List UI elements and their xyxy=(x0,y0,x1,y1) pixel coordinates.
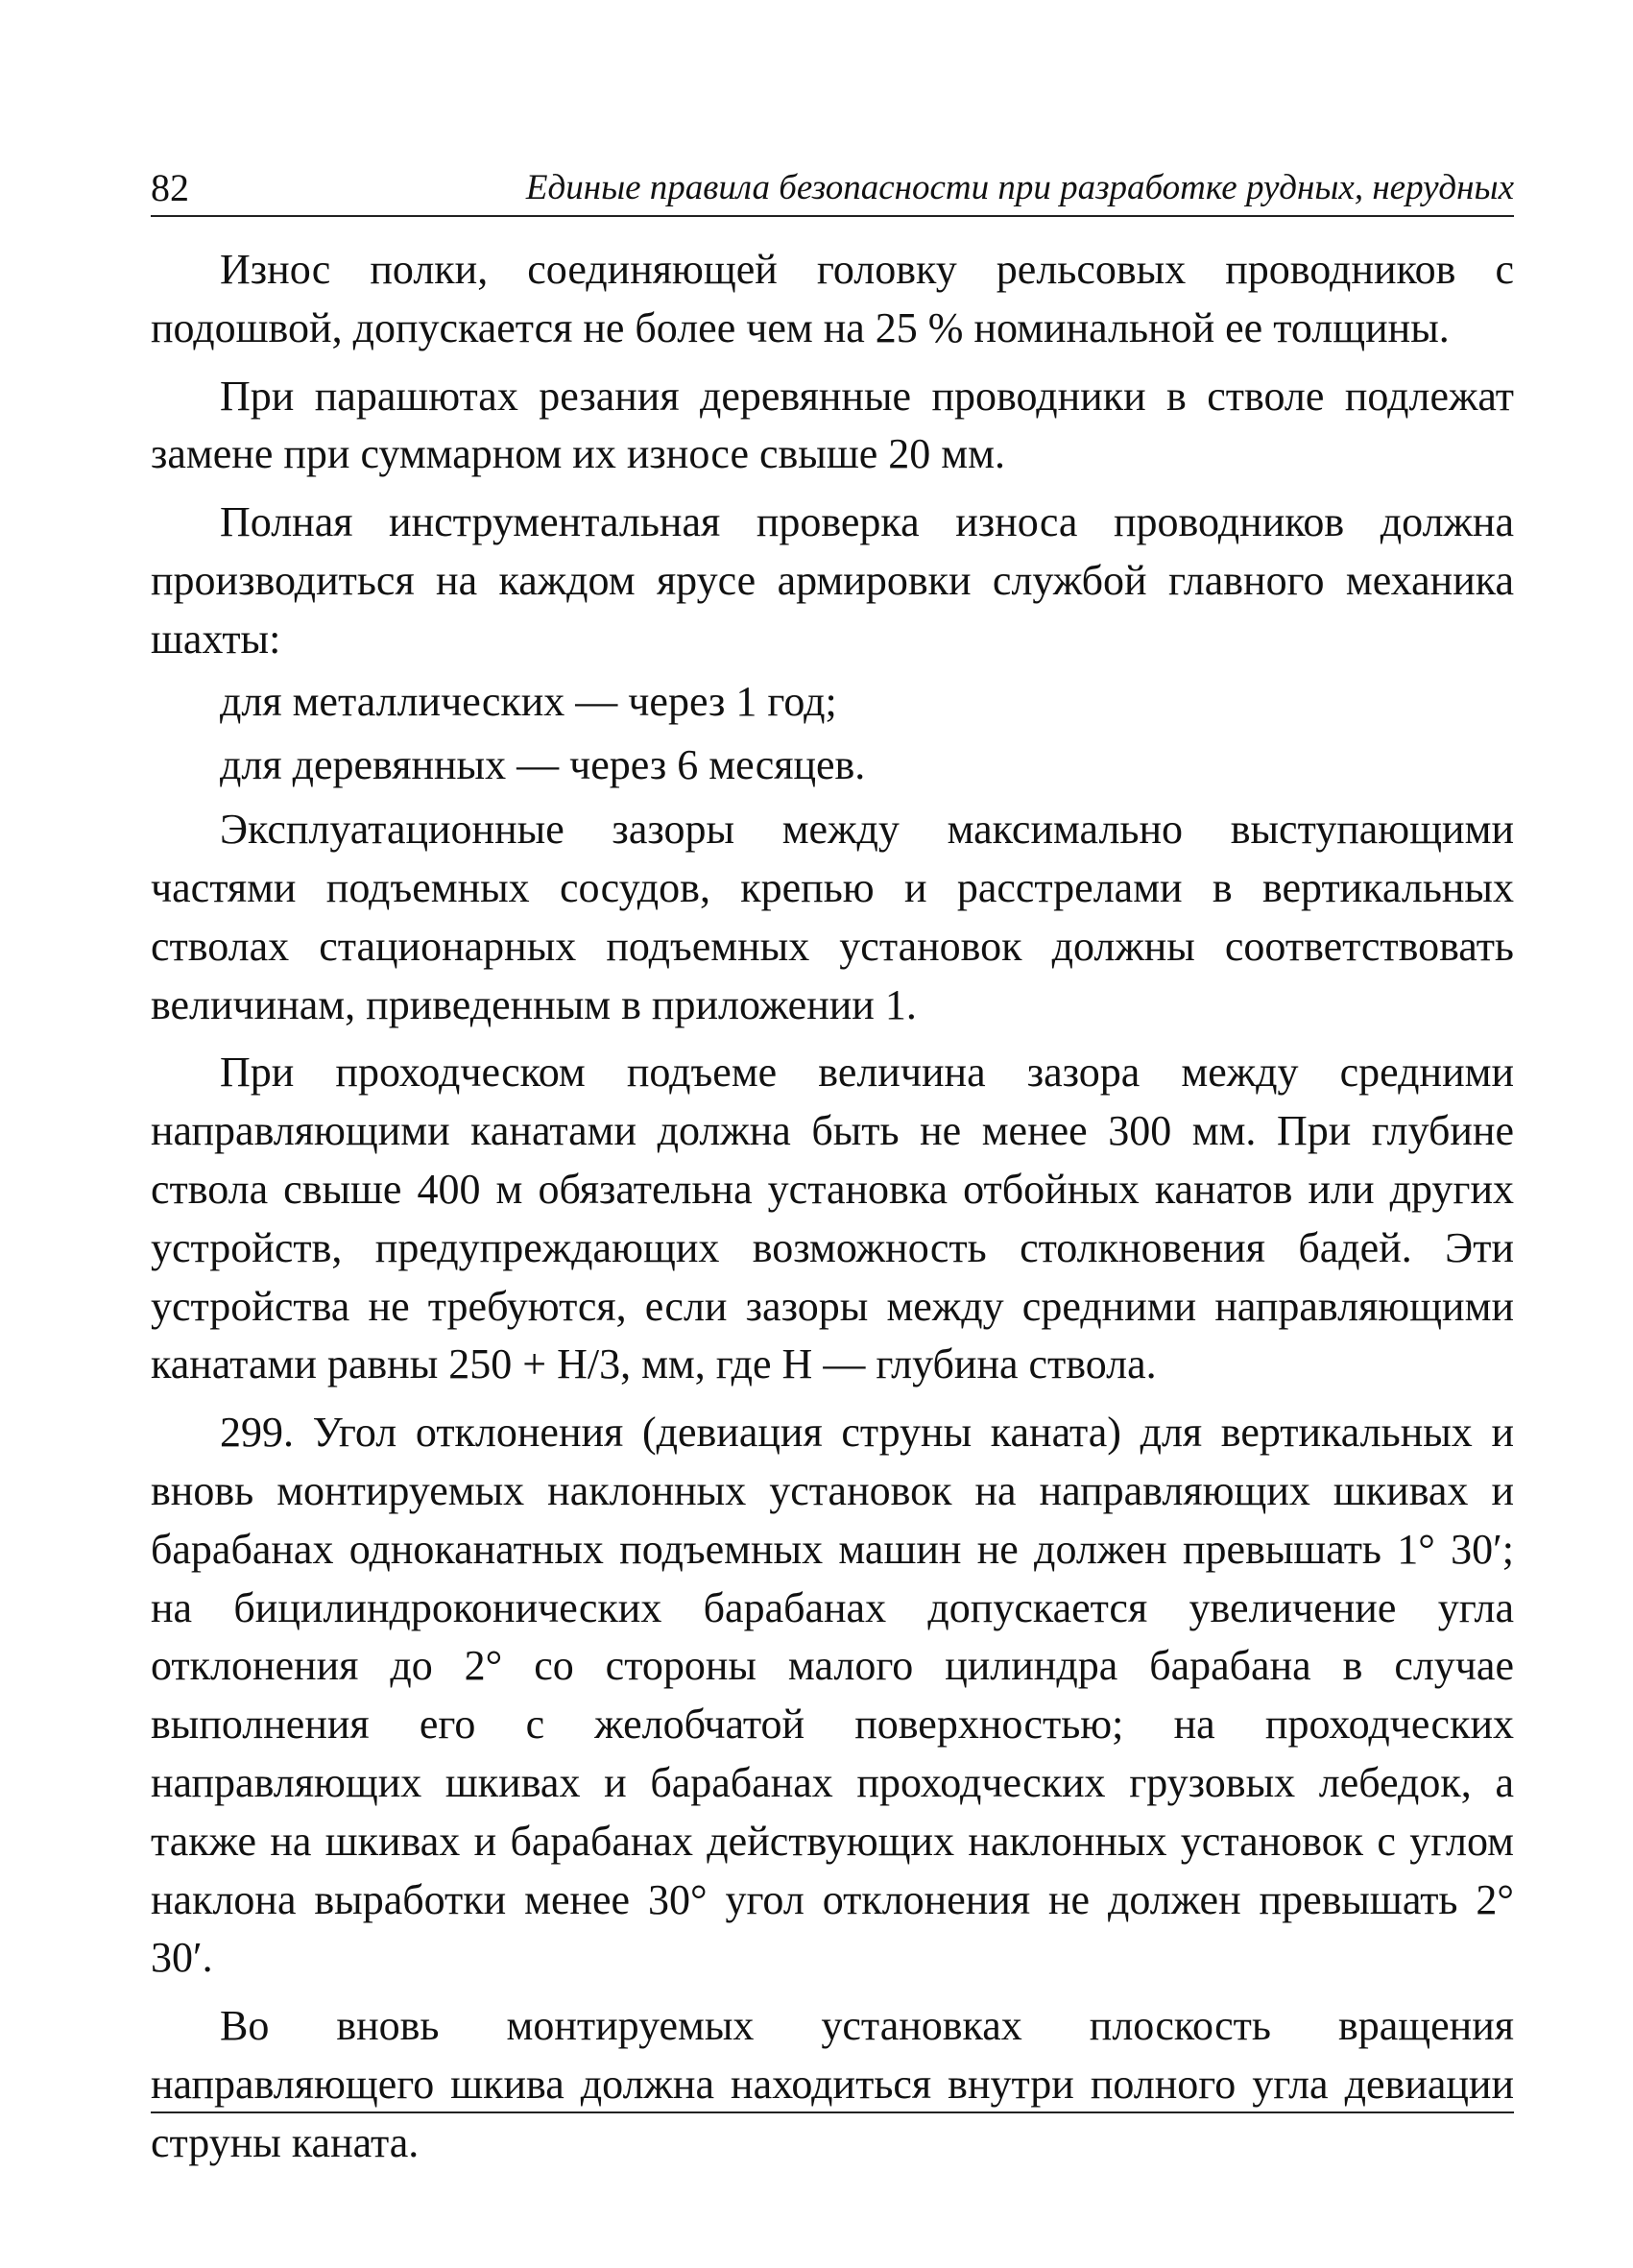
paragraph-rail-wear: Износ полки, соединяющей головку рельсовых проводников с подошвой, допускается не более чем на 25 % номинальной ее толщины. xyxy=(151,246,1514,351)
footer-rule xyxy=(151,2111,1514,2113)
paragraph-clearances: Эксплуатационные зазоры между максимально выступающими частями подъемных сосудов, крепью и расстрелами в вертикальных стволах стационарных подъемных установок должны соответствовать величинам, приведенным в приложении 1. xyxy=(151,806,1514,1028)
running-title: Единые правила безопасности при разработке рудных, нерудных xyxy=(525,168,1514,207)
list-item-wooden: для деревянных — через 6 месяцев. xyxy=(220,741,866,789)
paragraph-inspection: Полная инструментальная проверка износа проводников должна производиться на каждом ярусе армировки службой главного механика шахты: xyxy=(151,498,1514,663)
paragraph-299-deviation: 299. Угол отклонения (девиация струны каната) для вертикальных и вновь монтируемых наклонных установок на направляющих шкивах и барабанах одноканатных подъемных машин не должен превышать 1° 30′; на бицилиндроконических барабанах допускается увеличение угла отклонения до 2° со стороны малого цилиндра барабана в случае выполнения его с желобчатой поверхностью; на проходческих направляющих шкивах и барабанах проходческих грузовых лебедок, а также на шкивах и барабанах действующих наклонных установок с углом наклона выработки менее 30° угол отклонения не должен превышать 2° 30′. xyxy=(151,1409,1514,1982)
page-number: 82 xyxy=(151,166,189,209)
body-text xyxy=(151,241,1514,2183)
paragraph-sheave-plane: Во вновь монтируемых установках плоскость вращения направляющего шкива должна находиться внутри полного угла девиации струны каната. xyxy=(151,2002,1514,2166)
list-item-metal: для металлических — через 1 год; xyxy=(220,677,837,725)
page-header xyxy=(151,165,1514,217)
paragraph-wooden-guides: При парашютах резания деревянные проводники в стволе подлежат замене при суммарном их износе свыше 20 мм. xyxy=(151,372,1514,478)
paragraph-shaft-sinking: При проходческом подъеме величина зазора между средними направляющими канатами должна быть не менее 300 мм. При глубине ствола свыше 400 м обязательна установка отбойных канатов или других устройств, предупреждающих возможность столкновения бадей. Эти устройства не требуются, если зазоры между средними направляющими канатами равны 250 + H/3, мм, где H — глубина ствола. xyxy=(151,1049,1514,1388)
